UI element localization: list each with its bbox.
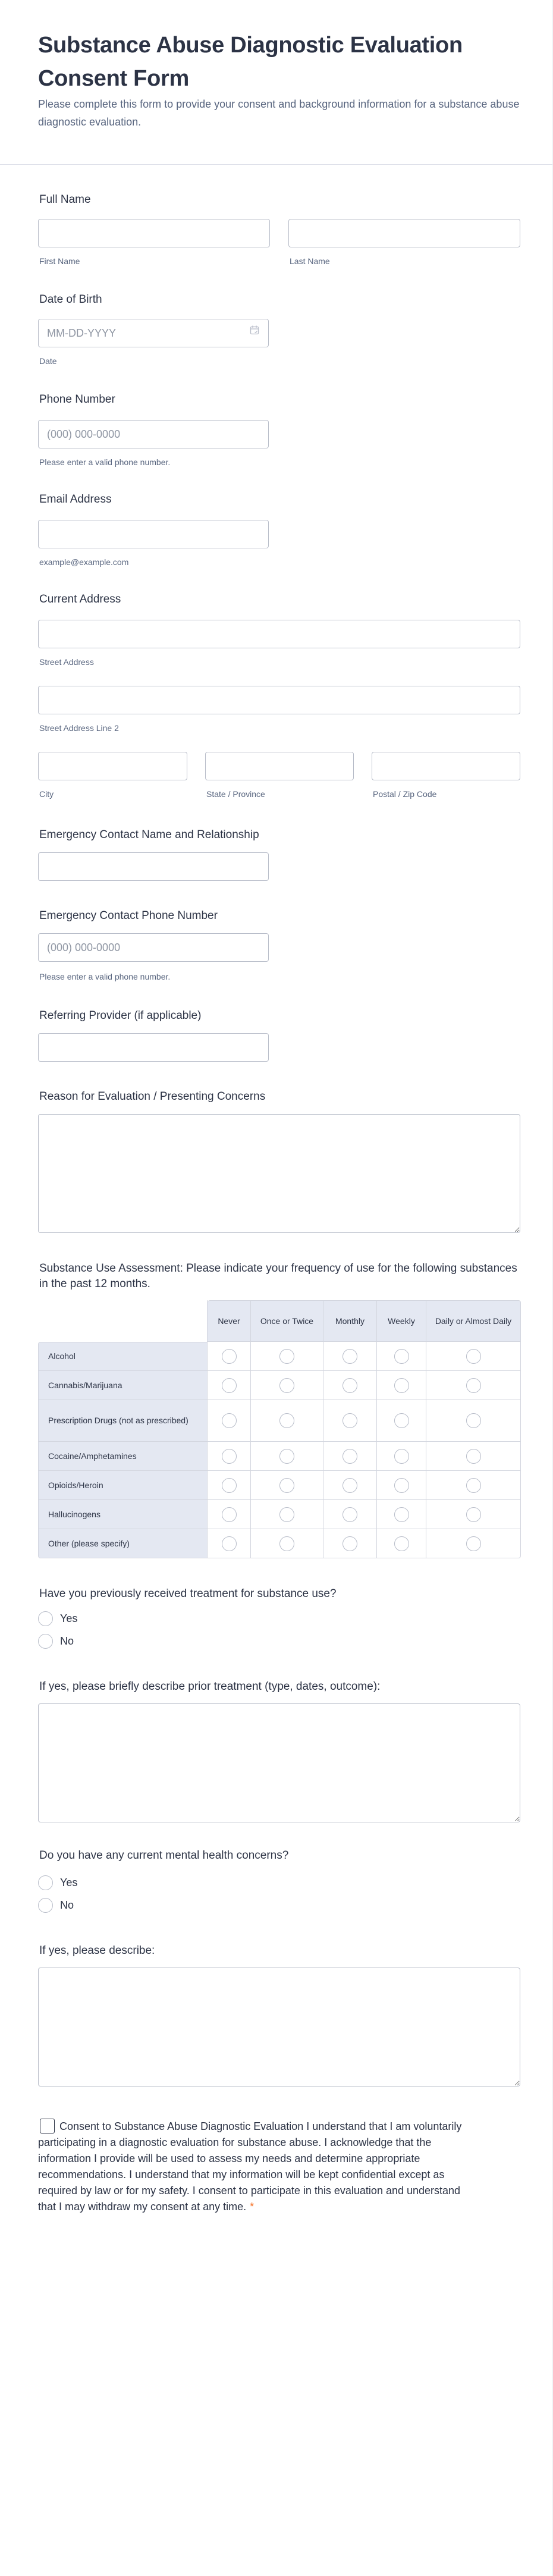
radio-button[interactable] bbox=[38, 1875, 53, 1890]
matrix-radio-weekly[interactable] bbox=[394, 1449, 409, 1464]
state-sublabel: State / Province bbox=[206, 789, 265, 799]
radio-button[interactable] bbox=[38, 1634, 53, 1649]
matrix-radio-daily[interactable] bbox=[466, 1478, 481, 1493]
mental-health-option-no[interactable] bbox=[38, 1897, 74, 1913]
matrix-col-header: Weekly bbox=[377, 1300, 426, 1342]
matrix-row-opioids bbox=[38, 1471, 521, 1500]
street-address-sublabel: Street Address bbox=[39, 657, 94, 667]
matrix-radio-once-twice[interactable] bbox=[279, 1507, 294, 1522]
page-subtitle: Please complete this form to provide your consent and background information for a substance abuse diagnostic evaluation. bbox=[38, 98, 520, 128]
matrix-row-label: Prescription Drugs (not as prescribed) bbox=[38, 1400, 208, 1442]
matrix-radio-daily[interactable] bbox=[466, 1349, 481, 1364]
phone-input[interactable] bbox=[38, 420, 269, 448]
matrix-radio-never[interactable] bbox=[222, 1536, 237, 1551]
matrix-radio-never[interactable] bbox=[222, 1378, 237, 1393]
matrix-row-label: Cocaine/Amphetamines bbox=[38, 1442, 208, 1471]
matrix-row-label: Opioids/Heroin bbox=[38, 1471, 208, 1500]
matrix-row-alcohol bbox=[38, 1342, 521, 1371]
dob-label: Date of Birth bbox=[39, 293, 102, 306]
mental-health-textarea[interactable] bbox=[38, 1968, 520, 2086]
phone-sublabel: Please enter a valid phone number. bbox=[39, 457, 171, 467]
zip-sublabel: Postal / Zip Code bbox=[373, 789, 437, 799]
matrix-radio-once-twice[interactable] bbox=[279, 1478, 294, 1493]
matrix-radio-once-twice[interactable] bbox=[279, 1536, 294, 1551]
mental-health-desc-label: If yes, please describe: bbox=[39, 1944, 155, 1957]
radio-button[interactable] bbox=[38, 1898, 53, 1913]
form-header bbox=[0, 0, 552, 165]
prior-treatment-desc-label: If yes, please briefly describe prior treatment (type, dates, outcome): bbox=[39, 1680, 381, 1693]
matrix-row-hallucinogens bbox=[38, 1500, 521, 1529]
reason-textarea[interactable] bbox=[38, 1114, 520, 1233]
substance-matrix-question: Substance Use Assessment: Please indicate your frequency of use for the following substances in the past 12 months. bbox=[39, 1262, 517, 1290]
matrix-col-header: Never bbox=[208, 1300, 251, 1342]
matrix-row-cannabis bbox=[38, 1371, 521, 1400]
prior-treatment-option-no[interactable] bbox=[38, 1633, 74, 1649]
matrix-row-label: Cannabis/Marijuana bbox=[38, 1371, 208, 1400]
email-sublabel: example@example.com bbox=[39, 557, 129, 567]
matrix-col-header: Once or Twice bbox=[251, 1300, 323, 1342]
full-name-label: Full Name bbox=[39, 193, 91, 206]
matrix-col-header: Daily or Almost Daily bbox=[426, 1300, 521, 1342]
matrix-radio-once-twice[interactable] bbox=[279, 1449, 294, 1464]
mental-health-option-yes[interactable] bbox=[38, 1875, 77, 1890]
consent-text: Consent to Substance Abuse Diagnostic Evaluation I understand that I am voluntarily participating in a diagnostic evaluation for substance abuse. I acknowledge that the information I provide will be used to assess my needs and determine appropriate recommendations. I understand that my information will be kept confidential except as required by law or for my safety. I consent to participate in this evaluation and understand that I may withdraw my consent at any time. bbox=[38, 2120, 462, 2213]
prior-treatment-textarea[interactable] bbox=[38, 1703, 520, 1822]
matrix-radio-monthly[interactable] bbox=[343, 1536, 357, 1551]
matrix-radio-never[interactable] bbox=[222, 1413, 237, 1428]
email-input[interactable] bbox=[38, 520, 269, 548]
matrix-radio-weekly[interactable] bbox=[394, 1536, 409, 1551]
matrix-radio-monthly[interactable] bbox=[343, 1378, 357, 1393]
referring-provider-input[interactable] bbox=[38, 1033, 269, 1062]
matrix-radio-daily[interactable] bbox=[466, 1378, 481, 1393]
zip-input[interactable] bbox=[372, 752, 520, 780]
emergency-phone-input[interactable] bbox=[38, 933, 269, 962]
matrix-radio-once-twice[interactable] bbox=[279, 1349, 294, 1364]
matrix-radio-once-twice[interactable] bbox=[279, 1378, 294, 1393]
calendar-icon[interactable] bbox=[249, 325, 260, 335]
matrix-radio-never[interactable] bbox=[222, 1478, 237, 1493]
address-label: Current Address bbox=[39, 593, 121, 605]
matrix-radio-monthly[interactable] bbox=[343, 1413, 357, 1428]
matrix-corner bbox=[38, 1300, 208, 1342]
mental-health-question: Do you have any current mental health concerns? bbox=[39, 1849, 289, 1862]
matrix-radio-weekly[interactable] bbox=[394, 1507, 409, 1522]
matrix-radio-daily[interactable] bbox=[466, 1536, 481, 1551]
state-input[interactable] bbox=[205, 752, 354, 780]
emergency-phone-label: Emergency Contact Phone Number bbox=[39, 909, 218, 922]
matrix-row-cocaine bbox=[38, 1442, 521, 1471]
matrix-radio-never[interactable] bbox=[222, 1449, 237, 1464]
matrix-row-prescription-drugs bbox=[38, 1400, 521, 1442]
city-input[interactable] bbox=[38, 752, 187, 780]
last-name-sublabel: Last Name bbox=[290, 256, 330, 266]
city-sublabel: City bbox=[39, 789, 54, 799]
matrix-radio-weekly[interactable] bbox=[394, 1349, 409, 1364]
option-label: Yes bbox=[60, 1612, 78, 1624]
matrix-radio-monthly[interactable] bbox=[343, 1507, 357, 1522]
matrix-radio-monthly[interactable] bbox=[343, 1478, 357, 1493]
first-name-sublabel: First Name bbox=[39, 256, 80, 266]
emergency-phone-sublabel: Please enter a valid phone number. bbox=[39, 972, 171, 981]
dob-sublabel: Date bbox=[39, 356, 57, 366]
emergency-name-input[interactable] bbox=[38, 852, 269, 881]
last-name-input[interactable] bbox=[288, 219, 520, 247]
referring-provider-label: Referring Provider (if applicable) bbox=[39, 1009, 202, 1022]
reason-label: Reason for Evaluation / Presenting Concerns bbox=[39, 1090, 266, 1103]
matrix-row-label: Alcohol bbox=[38, 1342, 208, 1371]
street-address-line2-input[interactable] bbox=[38, 686, 520, 714]
matrix-radio-monthly[interactable] bbox=[343, 1349, 357, 1364]
email-label: Email Address bbox=[39, 493, 112, 506]
matrix-radio-weekly[interactable] bbox=[394, 1413, 409, 1428]
matrix-row-label: Hallucinogens bbox=[38, 1500, 208, 1529]
street-address-line2-sublabel: Street Address Line 2 bbox=[39, 723, 119, 733]
consent-field bbox=[38, 2119, 466, 2215]
substance-use-matrix bbox=[38, 1300, 521, 1558]
dob-input[interactable] bbox=[38, 319, 269, 347]
matrix-radio-weekly[interactable] bbox=[394, 1378, 409, 1393]
matrix-row-other bbox=[38, 1529, 521, 1558]
first-name-input[interactable] bbox=[38, 219, 270, 247]
consent-checkbox[interactable] bbox=[40, 2119, 55, 2133]
matrix-radio-daily[interactable] bbox=[466, 1449, 481, 1464]
radio-button[interactable] bbox=[38, 1611, 53, 1626]
matrix-radio-daily[interactable] bbox=[466, 1413, 481, 1428]
matrix-col-header: Monthly bbox=[323, 1300, 377, 1342]
matrix-radio-never[interactable] bbox=[222, 1507, 237, 1522]
matrix-radio-weekly[interactable] bbox=[394, 1478, 409, 1493]
matrix-radio-once-twice[interactable] bbox=[279, 1413, 294, 1428]
page-title: Substance Abuse Diagnostic Evaluation Consent Form bbox=[38, 33, 463, 91]
option-label: No bbox=[60, 1899, 74, 1911]
matrix-row-label: Other (please specify) bbox=[38, 1529, 208, 1558]
matrix-radio-daily[interactable] bbox=[466, 1507, 481, 1522]
matrix-radio-never[interactable] bbox=[222, 1349, 237, 1364]
prior-treatment-question: Have you previously received treatment for substance use? bbox=[39, 1587, 337, 1600]
emergency-name-label: Emergency Contact Name and Relationship bbox=[39, 829, 259, 841]
matrix-radio-monthly[interactable] bbox=[343, 1449, 357, 1464]
prior-treatment-option-yes[interactable] bbox=[38, 1611, 77, 1626]
phone-label: Phone Number bbox=[39, 393, 115, 406]
required-asterisk: * bbox=[250, 2201, 254, 2213]
street-address-input[interactable] bbox=[38, 620, 520, 648]
option-label: No bbox=[60, 1634, 74, 1647]
option-label: Yes bbox=[60, 1876, 78, 1888]
